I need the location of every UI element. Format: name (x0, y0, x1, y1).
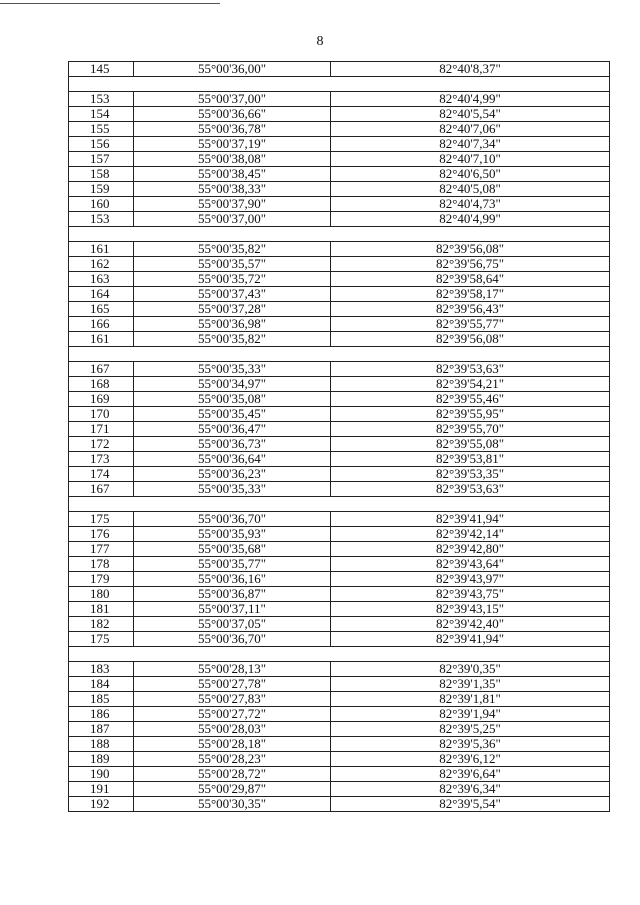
table-row (69, 257, 610, 272)
longitude-cell: 82°39'56,75" (331, 257, 610, 272)
point-number-cell: 190 (69, 767, 134, 782)
point-number-cell: 155 (69, 122, 134, 137)
latitude-cell: 55°00'35,33" (134, 482, 331, 497)
point-number-cell: 161 (69, 242, 134, 257)
latitude-cell: 55°00'29,87" (134, 782, 331, 797)
point-number-cell: 169 (69, 392, 134, 407)
point-number-cell: 166 (69, 317, 134, 332)
point-number-cell: 180 (69, 587, 134, 602)
longitude-cell: 82°39'56,43" (331, 302, 610, 317)
point-number-cell: 153 (69, 212, 134, 227)
latitude-cell: 55°00'30,35" (134, 797, 331, 812)
latitude-cell: 55°00'36,70" (134, 632, 331, 647)
latitude-cell: 55°00'37,90" (134, 197, 331, 212)
longitude-cell: 82°39'43,15" (331, 602, 610, 617)
table-row (69, 62, 610, 77)
latitude-cell: 55°00'28,23" (134, 752, 331, 767)
table-row (69, 92, 610, 107)
longitude-cell: 82°39'42,40" (331, 617, 610, 632)
latitude-cell: 55°00'37,00" (134, 212, 331, 227)
separator-cell (69, 77, 610, 92)
longitude-cell: 82°39'6,64" (331, 767, 610, 782)
longitude-cell: 82°39'56,08" (331, 332, 610, 347)
longitude-cell: 82°39'43,75" (331, 587, 610, 602)
point-number-cell: 174 (69, 467, 134, 482)
table-row (69, 677, 610, 692)
table-row (69, 122, 610, 137)
longitude-cell: 82°39'43,64" (331, 557, 610, 572)
longitude-cell: 82°39'5,54" (331, 797, 610, 812)
separator-cell (69, 497, 610, 512)
separator-row (69, 77, 610, 92)
latitude-cell: 55°00'28,18" (134, 737, 331, 752)
longitude-cell: 82°39'1,94" (331, 707, 610, 722)
point-number-cell: 179 (69, 572, 134, 587)
point-number-cell: 186 (69, 707, 134, 722)
table-row (69, 272, 610, 287)
table-row (69, 602, 610, 617)
table-row (69, 407, 610, 422)
latitude-cell: 55°00'35,72" (134, 272, 331, 287)
longitude-cell: 82°39'53,63" (331, 362, 610, 377)
point-number-cell: 178 (69, 557, 134, 572)
point-number-cell: 161 (69, 332, 134, 347)
table-row (69, 317, 610, 332)
table-row (69, 437, 610, 452)
point-number-cell: 154 (69, 107, 134, 122)
latitude-cell: 55°00'36,64" (134, 452, 331, 467)
point-number-cell: 157 (69, 152, 134, 167)
latitude-cell: 55°00'28,13" (134, 662, 331, 677)
latitude-cell: 55°00'37,11" (134, 602, 331, 617)
latitude-cell: 55°00'28,03" (134, 722, 331, 737)
latitude-cell: 55°00'38,45" (134, 167, 331, 182)
longitude-cell: 82°39'42,80" (331, 542, 610, 557)
longitude-cell: 82°39'53,35" (331, 467, 610, 482)
table-row (69, 152, 610, 167)
longitude-cell: 82°39'53,63" (331, 482, 610, 497)
point-number-cell: 162 (69, 257, 134, 272)
latitude-cell: 55°00'36,78" (134, 122, 331, 137)
coordinates-table (68, 61, 610, 812)
table-row (69, 572, 610, 587)
point-number-cell: 173 (69, 452, 134, 467)
separator-cell (69, 647, 610, 662)
table-row (69, 467, 610, 482)
table-row (69, 212, 610, 227)
point-number-cell: 171 (69, 422, 134, 437)
separator-row (69, 647, 610, 662)
longitude-cell: 82°39'5,36" (331, 737, 610, 752)
table-row (69, 137, 610, 152)
point-number-cell: 182 (69, 617, 134, 632)
latitude-cell: 55°00'37,28" (134, 302, 331, 317)
latitude-cell: 55°00'35,33" (134, 362, 331, 377)
table-row (69, 422, 610, 437)
latitude-cell: 55°00'35,93" (134, 527, 331, 542)
table-row (69, 662, 610, 677)
latitude-cell: 55°00'27,83" (134, 692, 331, 707)
table-row (69, 557, 610, 572)
latitude-cell: 55°00'38,08" (134, 152, 331, 167)
longitude-cell: 82°40'7,10" (331, 152, 610, 167)
longitude-cell: 82°39'1,81" (331, 692, 610, 707)
latitude-cell: 55°00'36,00" (134, 62, 331, 77)
point-number-cell: 168 (69, 377, 134, 392)
longitude-cell: 82°39'55,77" (331, 317, 610, 332)
table-row (69, 632, 610, 647)
page-number: 8 (316, 34, 324, 49)
point-number-cell: 184 (69, 677, 134, 692)
separator-row (69, 347, 610, 362)
longitude-cell: 82°40'4,73" (331, 197, 610, 212)
table-row (69, 737, 610, 752)
longitude-cell: 82°39'41,94" (331, 512, 610, 527)
table-row (69, 527, 610, 542)
table-row (69, 707, 610, 722)
point-number-cell: 183 (69, 662, 134, 677)
latitude-cell: 55°00'36,87" (134, 587, 331, 602)
table-row (69, 452, 610, 467)
longitude-cell: 82°39'0,35" (331, 662, 610, 677)
point-number-cell: 145 (69, 62, 134, 77)
table-row (69, 587, 610, 602)
latitude-cell: 55°00'36,73" (134, 437, 331, 452)
latitude-cell: 55°00'36,70" (134, 512, 331, 527)
longitude-cell: 82°39'58,64" (331, 272, 610, 287)
point-number-cell: 176 (69, 527, 134, 542)
point-number-cell: 164 (69, 287, 134, 302)
longitude-cell: 82°39'5,25" (331, 722, 610, 737)
point-number-cell: 185 (69, 692, 134, 707)
longitude-cell: 82°39'43,97" (331, 572, 610, 587)
longitude-cell: 82°39'41,94" (331, 632, 610, 647)
latitude-cell: 55°00'36,98" (134, 317, 331, 332)
longitude-cell: 82°39'55,95" (331, 407, 610, 422)
table-row (69, 482, 610, 497)
separator-cell (69, 227, 610, 242)
latitude-cell: 55°00'27,72" (134, 707, 331, 722)
point-number-cell: 177 (69, 542, 134, 557)
longitude-cell: 82°40'6,50" (331, 167, 610, 182)
separator-row (69, 497, 610, 512)
table-row (69, 542, 610, 557)
table-row (69, 722, 610, 737)
table-row (69, 752, 610, 767)
latitude-cell: 55°00'35,82" (134, 242, 331, 257)
latitude-cell: 55°00'35,77" (134, 557, 331, 572)
point-number-cell: 167 (69, 362, 134, 377)
table-row (69, 242, 610, 257)
latitude-cell: 55°00'35,45" (134, 407, 331, 422)
longitude-cell: 82°40'8,37" (331, 62, 610, 77)
point-number-cell: 170 (69, 407, 134, 422)
longitude-cell: 82°40'5,54" (331, 107, 610, 122)
table-row (69, 107, 610, 122)
point-number-cell: 156 (69, 137, 134, 152)
point-number-cell: 163 (69, 272, 134, 287)
longitude-cell: 82°40'4,99" (331, 212, 610, 227)
point-number-cell: 192 (69, 797, 134, 812)
header-rule (0, 3, 220, 4)
point-number-cell: 181 (69, 602, 134, 617)
latitude-cell: 55°00'36,47" (134, 422, 331, 437)
longitude-cell: 82°39'55,46" (331, 392, 610, 407)
table-row (69, 617, 610, 632)
latitude-cell: 55°00'34,97" (134, 377, 331, 392)
longitude-cell: 82°39'55,08" (331, 437, 610, 452)
latitude-cell: 55°00'35,82" (134, 332, 331, 347)
table-row (69, 197, 610, 212)
point-number-cell: 191 (69, 782, 134, 797)
longitude-cell: 82°39'6,12" (331, 752, 610, 767)
longitude-cell: 82°40'5,08" (331, 182, 610, 197)
table-row (69, 182, 610, 197)
point-number-cell: 187 (69, 722, 134, 737)
latitude-cell: 55°00'27,78" (134, 677, 331, 692)
table-row (69, 782, 610, 797)
longitude-cell: 82°39'54,21" (331, 377, 610, 392)
longitude-cell: 82°39'55,70" (331, 422, 610, 437)
latitude-cell: 55°00'38,33" (134, 182, 331, 197)
point-number-cell: 172 (69, 437, 134, 452)
longitude-cell: 82°40'7,34" (331, 137, 610, 152)
separator-row (69, 227, 610, 242)
point-number-cell: 175 (69, 512, 134, 527)
latitude-cell: 55°00'37,05" (134, 617, 331, 632)
table-row (69, 512, 610, 527)
table-row (69, 332, 610, 347)
longitude-cell: 82°39'56,08" (331, 242, 610, 257)
longitude-cell: 82°40'7,06" (331, 122, 610, 137)
point-number-cell: 158 (69, 167, 134, 182)
longitude-cell: 82°39'42,14" (331, 527, 610, 542)
point-number-cell: 159 (69, 182, 134, 197)
point-number-cell: 165 (69, 302, 134, 317)
table-row (69, 767, 610, 782)
table-row (69, 167, 610, 182)
table-row (69, 392, 610, 407)
latitude-cell: 55°00'35,57" (134, 257, 331, 272)
table-row (69, 287, 610, 302)
table-row (69, 362, 610, 377)
longitude-cell: 82°39'58,17" (331, 287, 610, 302)
latitude-cell: 55°00'28,72" (134, 767, 331, 782)
point-number-cell: 160 (69, 197, 134, 212)
point-number-cell: 153 (69, 92, 134, 107)
latitude-cell: 55°00'37,00" (134, 92, 331, 107)
latitude-cell: 55°00'36,16" (134, 572, 331, 587)
table-row (69, 692, 610, 707)
point-number-cell: 175 (69, 632, 134, 647)
coordinates-table-body (69, 62, 610, 812)
separator-cell (69, 347, 610, 362)
latitude-cell: 55°00'37,43" (134, 287, 331, 302)
latitude-cell: 55°00'36,23" (134, 467, 331, 482)
longitude-cell: 82°40'4,99" (331, 92, 610, 107)
longitude-cell: 82°39'53,81" (331, 452, 610, 467)
point-number-cell: 189 (69, 752, 134, 767)
longitude-cell: 82°39'1,35" (331, 677, 610, 692)
point-number-cell: 167 (69, 482, 134, 497)
table-row (69, 377, 610, 392)
latitude-cell: 55°00'37,19" (134, 137, 331, 152)
latitude-cell: 55°00'35,08" (134, 392, 331, 407)
latitude-cell: 55°00'36,66" (134, 107, 331, 122)
longitude-cell: 82°39'6,34" (331, 782, 610, 797)
point-number-cell: 188 (69, 737, 134, 752)
table-row (69, 302, 610, 317)
table-row (69, 797, 610, 812)
latitude-cell: 55°00'35,68" (134, 542, 331, 557)
